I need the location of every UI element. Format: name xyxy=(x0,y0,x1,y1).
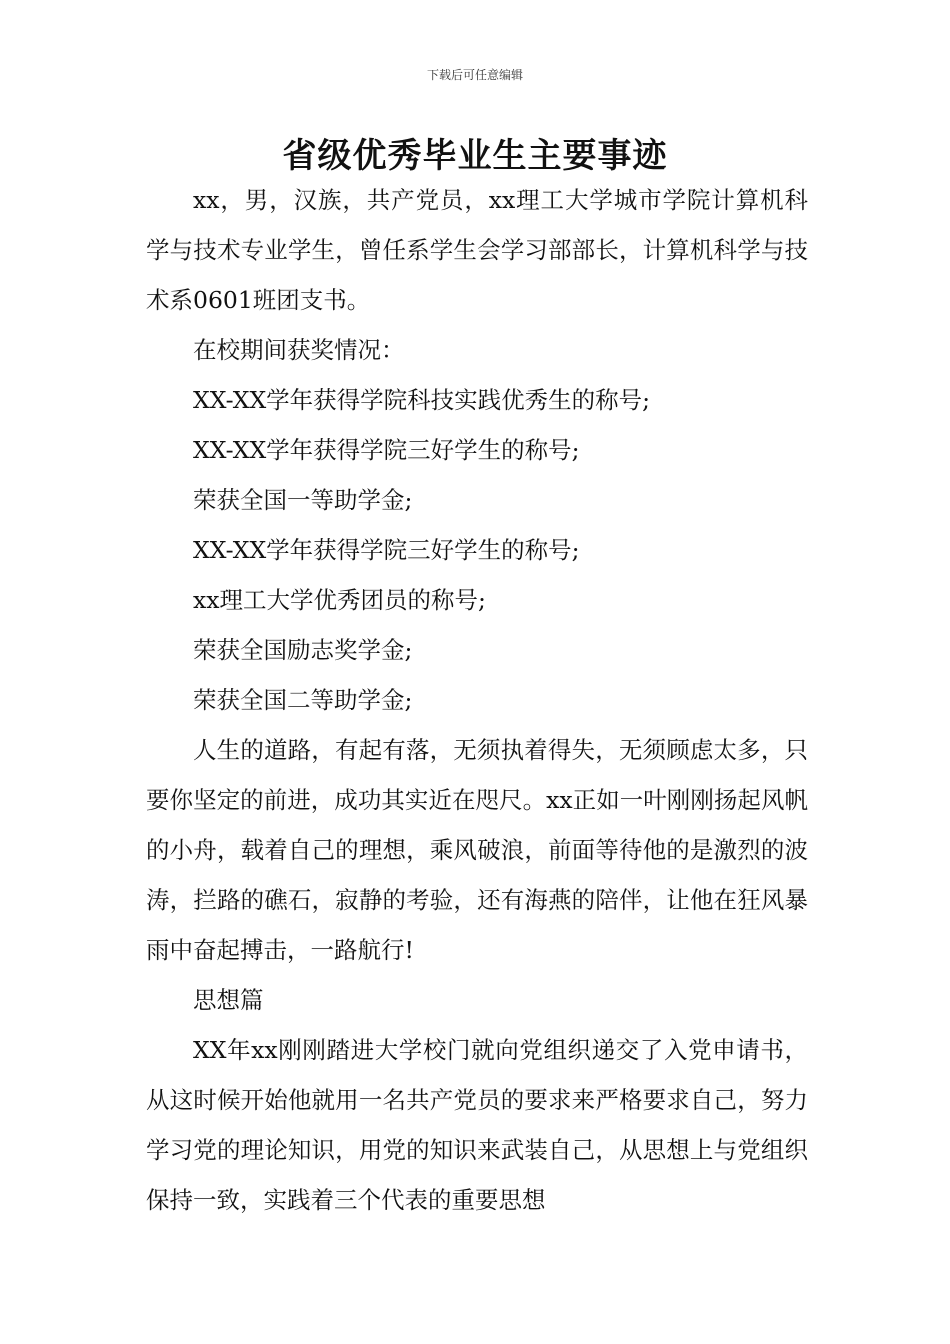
paragraph-thought: XX年xx刚刚踏进大学校门就向党组织递交了入党申请书，从这时候开始他就用一名共产党员的要求来严格要求自己，努力学习党的理论知识，用党的知识来武装自己，从思想上与党组织保持一致，实践着三个代表的重要思想 xyxy=(146,1036,808,1214)
award-item: 荣获全国励志奖学金; xyxy=(193,636,413,664)
award-item: XX-XX学年获得学院科技实践优秀生的称号; xyxy=(193,386,651,414)
header-note: 下载后可任意编辑 xyxy=(426,68,523,82)
document-body xyxy=(146,175,808,1225)
paragraph-intro: xx，男，汉族，共产党员，xx理工大学城市学院计算机科学与技术专业学生，曾任系学生会学习部部长，计算机科学与技术系0601班团支书。 xyxy=(146,186,808,314)
award-item: XX-XX学年获得学院三好学生的称号; xyxy=(193,436,580,464)
document-title: 省级优秀毕业生主要事迹 xyxy=(282,136,668,176)
paragraph-life-path: 人生的道路，有起有落，无须执着得失，无须顾虑太多，只要你坚定的前进，成功其实近在咫尺。xx正如一叶刚刚扬起风帆的小舟，载着自己的理想，乘风破浪，前面等待他的是激烈的波涛，拦路的礁石，寂静的考验，还有海燕的陪伴，让他在狂风暴雨中奋起搏击，一路航行! xyxy=(146,736,808,964)
award-item: 荣获全国二等助学金; xyxy=(193,686,413,714)
section-heading-thought: 思想篇 xyxy=(193,986,264,1014)
award-item: XX-XX学年获得学院三好学生的称号; xyxy=(193,536,580,564)
award-item: 荣获全国一等助学金; xyxy=(193,486,413,514)
paragraph-awards-heading: 在校期间获奖情况： xyxy=(193,336,405,364)
award-item: xx理工大学优秀团员的称号; xyxy=(193,586,486,614)
